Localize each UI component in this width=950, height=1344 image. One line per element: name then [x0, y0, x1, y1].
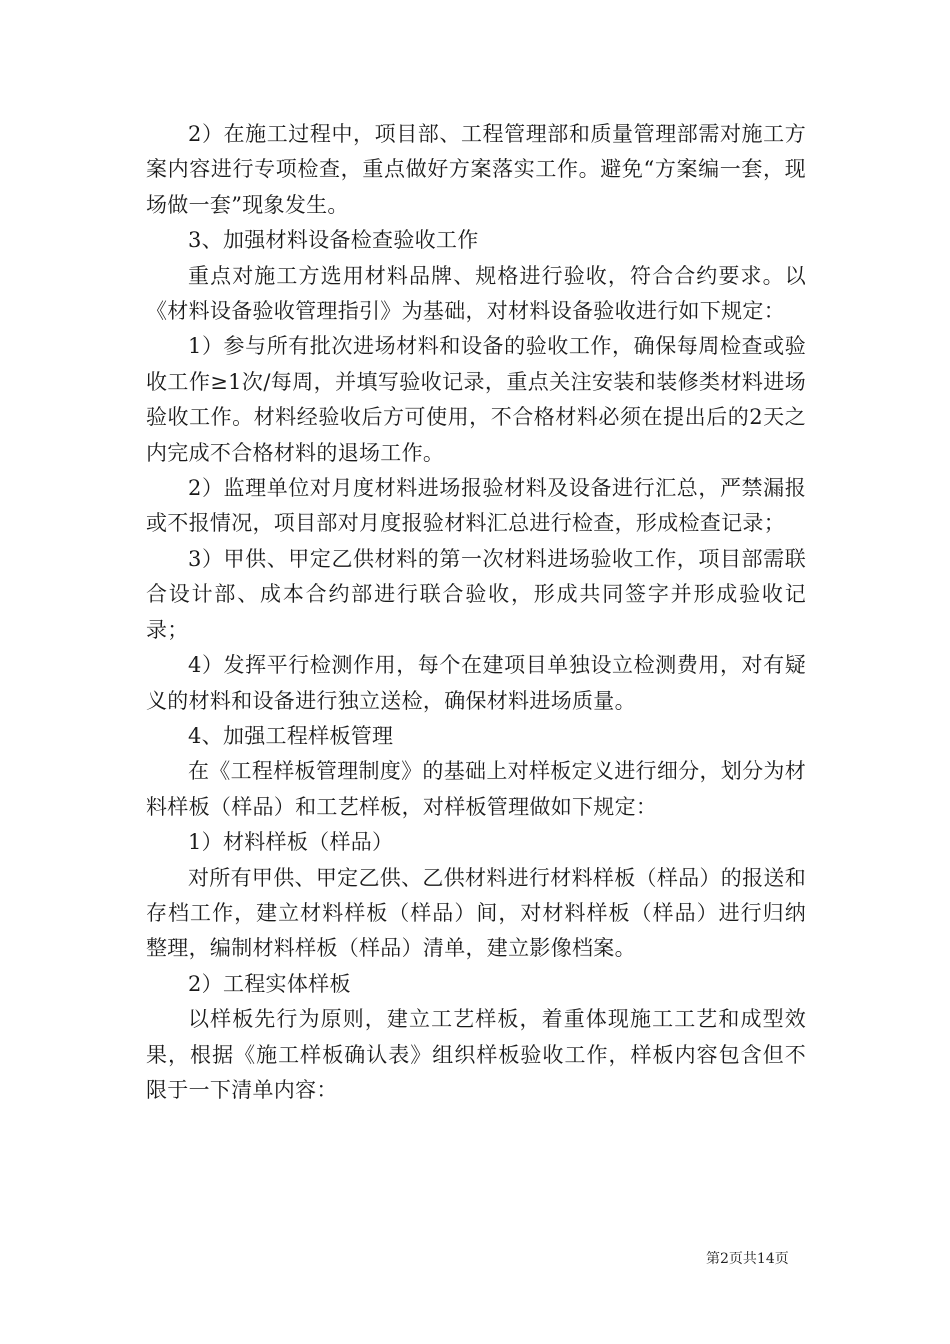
heading-sample-management: 4、加强工程样板管理	[188, 723, 394, 748]
document-body	[146, 117, 806, 1108]
paragraph-batch-acceptance: 1）参与所有批次进场材料和设备的验收工作，确保每周检查或验收工作≥1次/每周，并填写验收记录，重点关注安装和装修类材料进场验收工作。材料经验收后方可使用，不合格材料必须在提出后的2天之内完成不合格材料的退场工作。	[146, 334, 806, 465]
paragraph-monthly-summary: 2）监理单位对月度材料进场报验材料及设备进行汇总，严禁漏报或不报情况，项目部对月度报验材料汇总进行检查，形成检查记录；	[146, 476, 806, 536]
paragraph-material-brand-acceptance: 重点对施工方选用材料品牌、规格进行验收，符合合约要求。以《材料设备验收管理指引》为基础，对材料设备验收进行如下规定：	[146, 263, 806, 324]
paragraph-joint-acceptance: 3）甲供、甲定乙供材料的第一次材料进场验收工作，项目部需联合设计部、成本合约部进行联合验收，形成共同签字并形成验收记录；	[146, 546, 806, 642]
paragraph-material-sample-archive: 对所有甲供、甲定乙供、乙供材料进行材料样板（样品）的报送和存档工作，建立材料样板（样品）间，对材料样板（样品）进行归纳整理，编制材料样板（样品）清单，建立影像档案。	[146, 865, 806, 961]
heading-material-equipment-inspection: 3、加强材料设备检查验收工作	[188, 228, 479, 253]
paragraph-sample-first-principle: 以样板先行为原则，建立工艺样板，着重体现施工工艺和成型效果，根据《施工样板确认表》组织样板验收工作，样板内容包含但不限于一下清单内容：	[146, 1007, 806, 1102]
paragraph-parallel-testing: 4）发挥平行检测作用，每个在建项目单独设立检测费用，对有疑义的材料和设备进行独立送检，确保材料进场质量。	[146, 653, 806, 713]
subheading-physical-samples: 2）工程实体样板	[188, 971, 351, 996]
page-number: 第2页共14页	[706, 1251, 789, 1267]
paragraph-construction-plan-inspection: 2）在施工过程中，项目部、工程管理部和质量管理部需对施工方案内容进行专项检查，重点做好方案落实工作。避免“方案编一套，现场做一套”现象发生。	[146, 122, 806, 217]
subheading-material-samples: 1）材料样板（样品）	[188, 830, 394, 855]
paragraph-sample-definition: 在《工程样板管理制度》的基础上对样板定义进行细分，划分为材料样板（样品）和工艺样板，对样板管理做如下规定：	[146, 759, 806, 819]
